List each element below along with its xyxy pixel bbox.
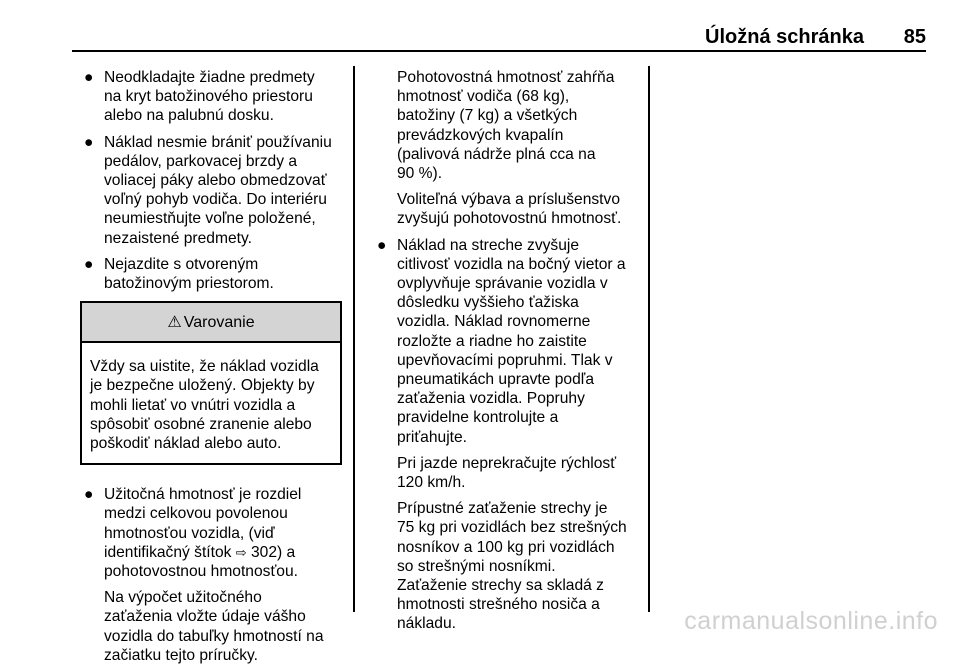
bullet-icon: ● bbox=[84, 486, 94, 504]
page-title: Úložná schránka bbox=[705, 26, 864, 48]
list-item-text: Nejazdite s otvoreným batožinovým priestorom. bbox=[104, 255, 274, 293]
list-item-text-part: 302) a pohotovostnou hmotnosťou. bbox=[104, 543, 298, 581]
right-column bbox=[373, 68, 641, 641]
paragraph: Pohotovostná hmotnosť zahŕňa hmotnosť vodiča (68 kg), batožiny (7 kg) a všetkých prevádzkových kvapalín (palivová nádrže plná cca na 90 %). bbox=[397, 69, 615, 183]
list-item-text bbox=[104, 486, 301, 580]
paragraph: Pri jazde neprekračujte rýchlosť 120 km/h. bbox=[397, 454, 617, 492]
list-item bbox=[80, 133, 348, 248]
list-item-text: Neodkladajte žiadne predmety na kryt batožinového priestoru alebo na palubnú dosku. bbox=[104, 69, 315, 125]
page-header bbox=[72, 26, 926, 50]
list-item bbox=[80, 485, 348, 581]
list-item bbox=[80, 68, 348, 126]
header-rule bbox=[72, 50, 926, 52]
column-divider bbox=[648, 66, 650, 612]
paragraph: Voliteľná výbava a príslušenstvo zvyšujú pohotovostnú hmotnosť. bbox=[397, 191, 622, 228]
warning-text: Vždy sa uistite, že náklad vozidla je bezpečne uložený. Objekty by mohli lietať vo vnútri vozidla a spôsobiť osobné zranenie alebo poškodiť náklad alebo auto. bbox=[90, 358, 319, 453]
list-item bbox=[80, 255, 348, 293]
warning-title: Varovanie bbox=[183, 313, 255, 331]
bullet-icon: ● bbox=[84, 133, 94, 151]
watermark: carmanualsonline.info bbox=[684, 607, 938, 635]
list-item-text: Náklad nesmie brániť používaniu pedálov, parkovacej brzdy a voliacej páky alebo obmedzovať voľný pohyb vodiča. Do interiéru neumiestňujte voľne položené, nezaistené predmety. bbox=[104, 133, 332, 247]
page-reference-arrow-icon: ⇨ bbox=[235, 544, 247, 560]
page-number: 85 bbox=[903, 26, 926, 48]
list-item-text-part: Užitočná hmotnosť je rozdiel medzi celkovou povolenou hmotnosťou vozidla, (viď identifikačný štítok bbox=[104, 486, 302, 561]
paragraph: Na výpočet užitočného zaťaženia vložte údaje vášho vozidla do tabuľky hmotností na začiatku tejto príručky. bbox=[104, 589, 324, 664]
warning-header bbox=[82, 303, 340, 343]
list-item bbox=[373, 236, 641, 447]
column-divider bbox=[353, 66, 355, 612]
left-column bbox=[80, 68, 348, 672]
bullet-icon: ● bbox=[377, 236, 387, 254]
bullet-icon: ● bbox=[84, 255, 94, 273]
warning-box bbox=[80, 301, 342, 465]
paragraph: Prípustné zaťaženie strechy je 75 kg pri vozidlách bez strešných nosníkov a 100 kg pri vozidlách so strešnými nosníkmi. Zaťaženie strechy sa skladá z hmotnosti strešného nosiča a nákladu. bbox=[397, 500, 627, 633]
warning-icon: ⚠ bbox=[167, 313, 182, 331]
list-item-text: Náklad na streche zvyšuje citlivosť vozidla na bočný vietor a ovplyvňuje správanie vozidla v dôsledku vyššieho ťažiska vozidla. Náklad rovnomerne rozložte a riadne ho zaistite upevňovacími popruhmi. Tlak v pneumatikách upravte podľa zaťaženia vozidla. Popruhy pravidelne kontrolujte a priťahujte. bbox=[397, 236, 626, 446]
bullet-icon: ● bbox=[84, 69, 94, 86]
